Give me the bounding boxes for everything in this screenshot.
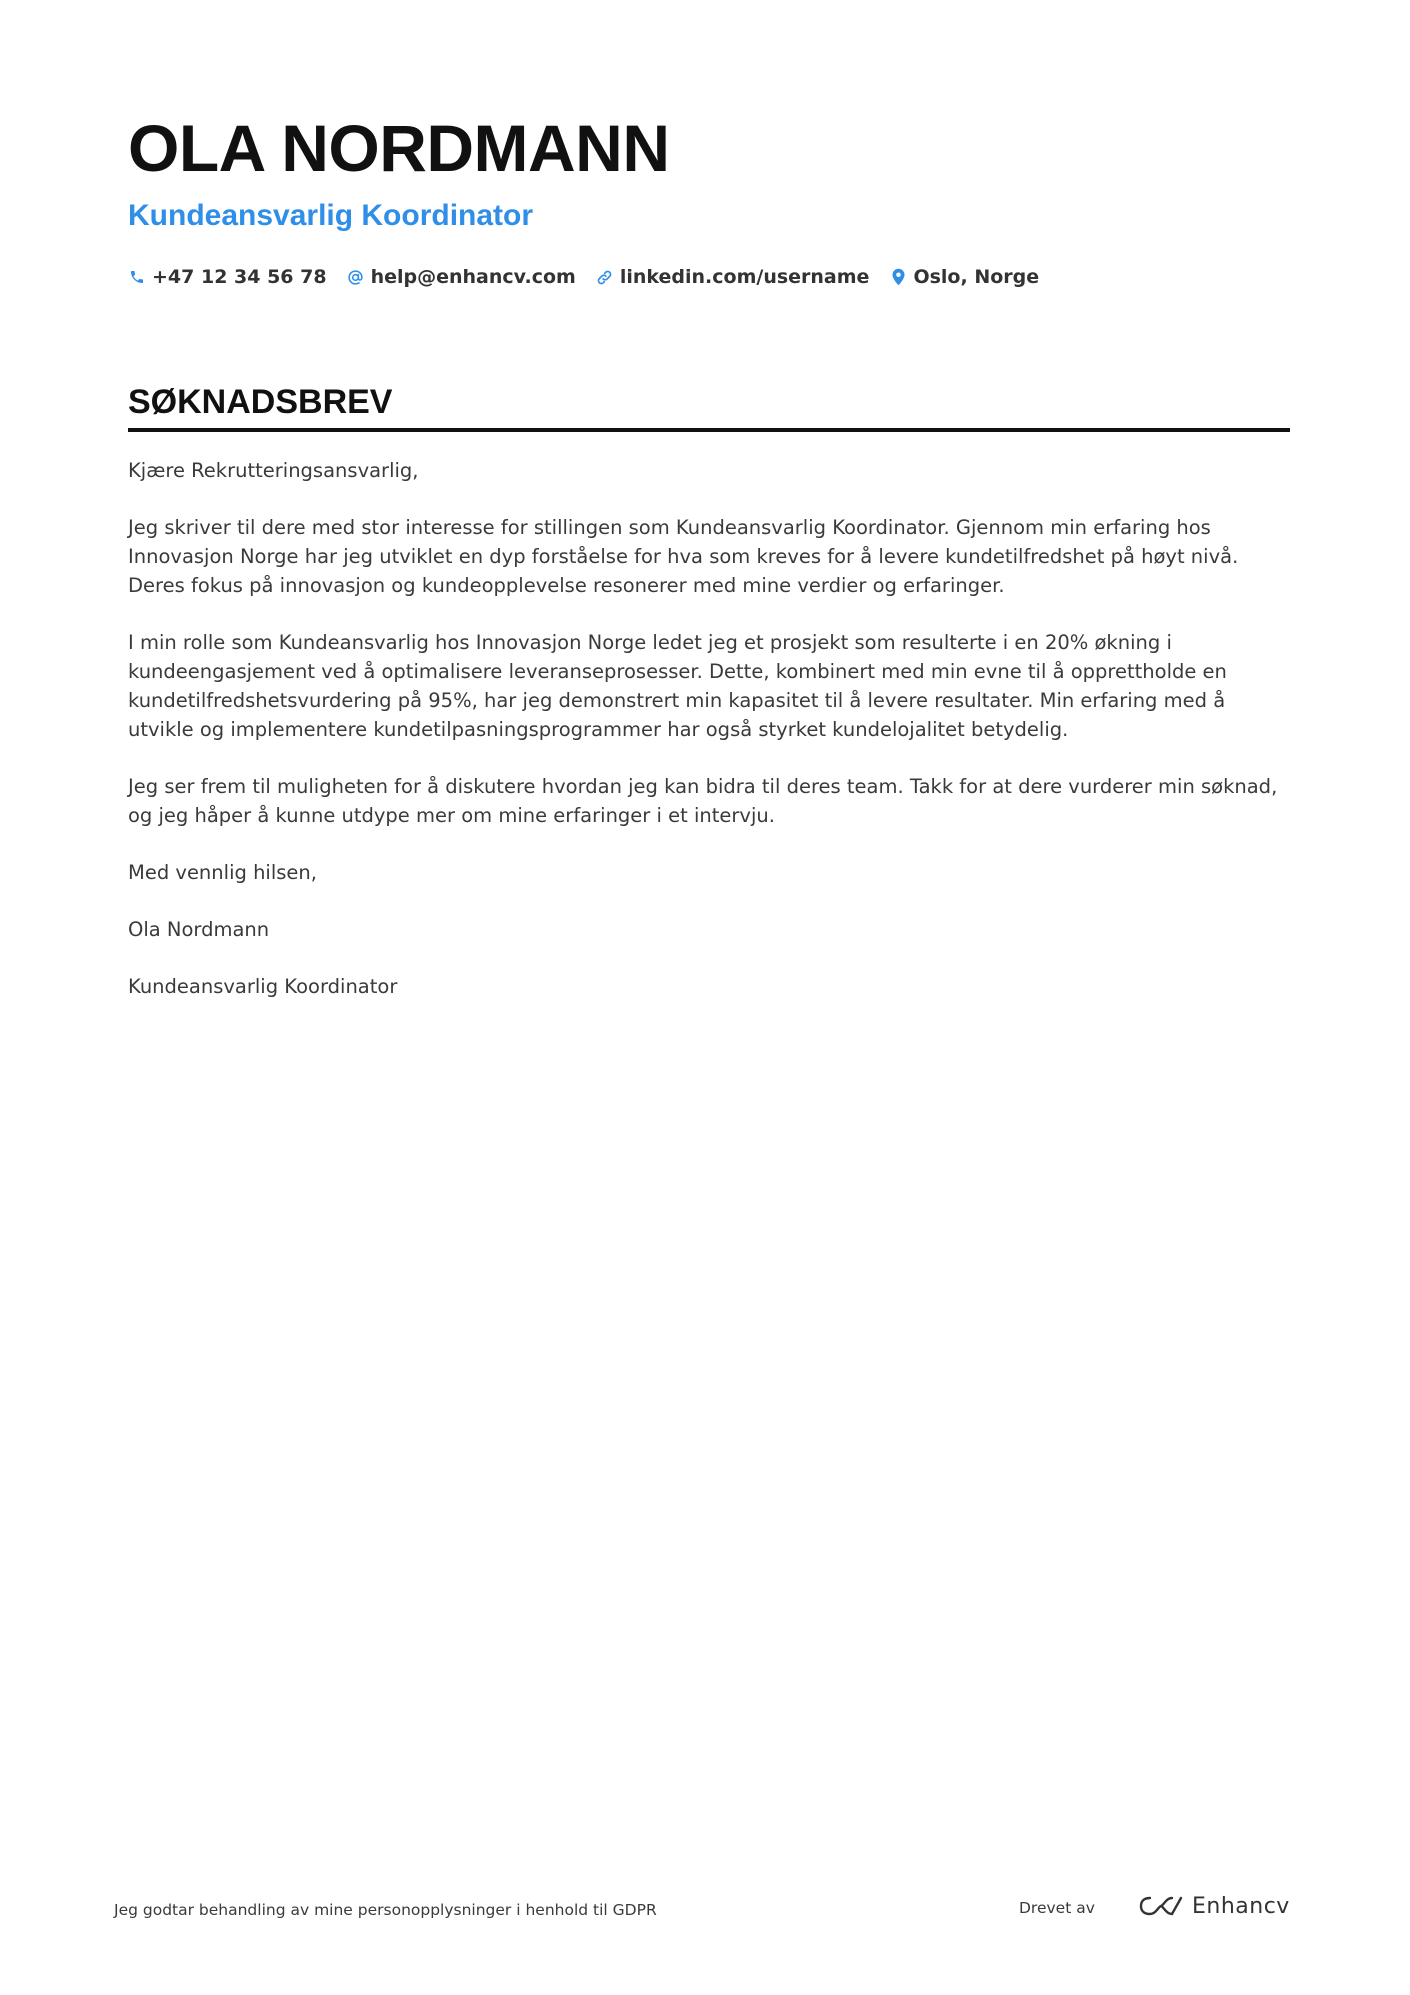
location-text: Oslo, Norge (913, 266, 1040, 288)
enhancv-logo[interactable] (1138, 1893, 1290, 1919)
applicant-name: OLA NORDMANN (128, 111, 670, 185)
link-icon (596, 268, 614, 286)
applicant-title: Kundeansvarlig Koordinator (128, 199, 534, 232)
enhancv-logo-icon (1138, 1893, 1184, 1919)
linkedin-text[interactable]: linkedin.com/username (619, 266, 870, 288)
phone-text: +47 12 34 56 78 (152, 266, 327, 288)
contact-linkedin[interactable] (596, 266, 870, 288)
enhancv-brand-text: Enhancv (1192, 1893, 1290, 1919)
letter-paragraph-2: I min rolle som Kundeansvarlig hos Innovasjon Norge ledet jeg et prosjekt som resulterte i en 20% økning i kundeengasjement ved å optimalisere leveranseprosesser. Dette, kombinert med min evne til å opprettholde en kundetilfredshetsvurdering på 95%, har jeg demonstrert min kapasitet til å levere resultater. Min erfaring med å utvikle og implementere kundetilpasningsprogrammer har også styrket kundelojalitet betydelig. (128, 631, 1227, 741)
letter-body (128, 456, 1290, 1001)
phone-icon (128, 268, 146, 286)
section-divider (128, 428, 1290, 432)
contact-email[interactable] (347, 266, 576, 288)
powered-by-text: Drevet av (1019, 1899, 1095, 1917)
page-footer (114, 1893, 1290, 1933)
letter-closing: Med vennlig hilsen, (128, 861, 317, 884)
email-text[interactable]: help@enhancv.com (370, 266, 576, 288)
section-title: SØKNADSBREV (128, 383, 393, 421)
letter-paragraph-3: Jeg ser frem til muligheten for å diskutere hvordan jeg kan bidra til deres team. Takk for at dere vurderer min søknad, og jeg håper å kunne utdype mer om mine erfaringer i et intervju. (128, 775, 1278, 827)
letter-greeting: Kjære Rekrutteringsansvarlig, (128, 459, 419, 482)
location-pin-icon (889, 268, 907, 286)
letter-paragraph-1: Jeg skriver til dere med stor interesse for stillingen som Kundeansvarlig Koordinator. Gjennom min erfaring hos Innovasjon Norge har jeg utviklet en dyp forståelse for hva som kreves for å levere kundetilfredshet på høyt nivå. Deres fokus på innovasjon og kundeopplevelse resonerer med mine verdier og erfaringer. (128, 516, 1239, 597)
contact-phone (128, 266, 327, 288)
gdpr-consent-text: Jeg godtar behandling av mine personopplysninger i henhold til GDPR (114, 1901, 657, 1919)
contact-row (128, 262, 1290, 292)
contact-location (889, 266, 1039, 288)
cover-letter-page (128, 108, 1290, 1029)
at-icon (347, 268, 365, 286)
signature-title: Kundeansvarlig Koordinator (128, 975, 398, 998)
signature-name: Ola Nordmann (128, 918, 270, 941)
